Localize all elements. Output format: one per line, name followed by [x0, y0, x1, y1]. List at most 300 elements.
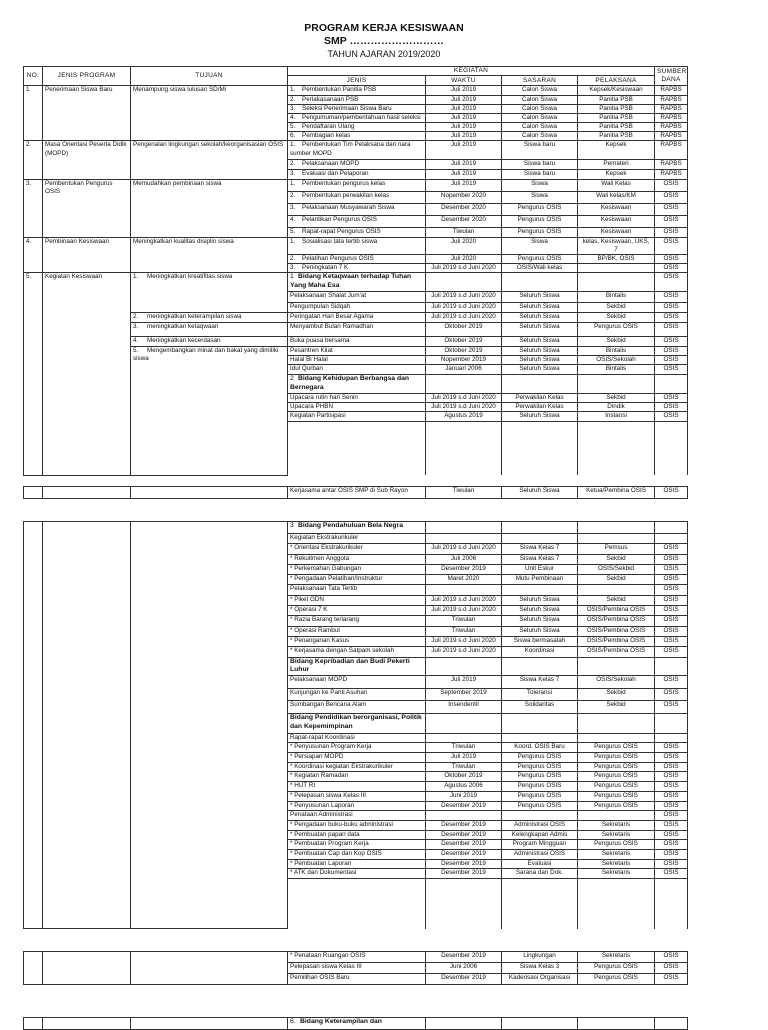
empty-cell [502, 522, 578, 534]
activity-number: 6. [290, 132, 296, 140]
activity-fund: OSIS [655, 312, 688, 322]
empty-cell [24, 487, 43, 499]
activity-executor: Sekretaris [578, 830, 655, 840]
activity-number: 5. [290, 227, 296, 235]
activity-fund [655, 534, 688, 544]
activity-time: Januari 2006 [426, 365, 502, 375]
activity-executor: Pengurus OSIS [578, 322, 655, 336]
activity-executor: kelas, Kesiswaan, UKS, 7 [578, 237, 655, 254]
activity-name [288, 291, 426, 302]
activity-name [288, 606, 426, 616]
section-heading [288, 375, 426, 394]
activity-executor: Sekbid [578, 336, 655, 346]
activity-time [426, 733, 502, 743]
activity-executor: OSIS/Sekbid [578, 564, 655, 574]
school-name: SMP ……………………… [324, 35, 444, 47]
section-heading [288, 273, 426, 292]
header-tujuan: TUJUAN [131, 67, 288, 86]
activity-time [426, 585, 502, 595]
activity-text: * Penyusunan Program Kerja [290, 743, 372, 751]
activity-executor: Kepsek [578, 169, 655, 179]
activity-fund: OSIS [655, 595, 688, 605]
activity-executor: Pengurus OSIS [578, 801, 655, 811]
activity-text: Pembagian kelas [302, 132, 351, 140]
activity-time: Juli 2019 [426, 123, 502, 132]
activity-time: Juli 2019 s.d Juni 2020 [426, 291, 502, 302]
activity-name [288, 86, 426, 95]
empty-cell [24, 522, 43, 929]
program-table-page-2 [23, 521, 688, 929]
activity-name [288, 585, 426, 595]
activity-target: Seluruh Siswa [502, 322, 578, 336]
activity-time: Desember 2019 [426, 974, 502, 985]
activity-name [288, 801, 426, 811]
activity-target: Seluruh Siswa [502, 365, 578, 375]
activity-name [288, 811, 426, 821]
table-row [24, 179, 688, 191]
empty-cell [502, 657, 578, 676]
row-number: 3. [24, 179, 43, 237]
activity-target: Seluruh Siswa [502, 336, 578, 346]
activity-name [288, 302, 426, 312]
activity-time: Juli 2019 s.d Juni 2020 [426, 595, 502, 605]
activity-name [288, 595, 426, 605]
activity-name [288, 346, 426, 355]
activity-fund: OSIS [655, 291, 688, 302]
activity-name [288, 676, 426, 689]
activity-fund: OSIS [655, 336, 688, 346]
activity-target: Seluruh Siswa [502, 616, 578, 626]
activity-time: Juli 2019 [426, 169, 502, 179]
program-goal-item [131, 273, 288, 313]
section-title: Bidang Pendahuluan Bela Negra [298, 522, 403, 529]
activity-target: Seluruh Siswa [502, 346, 578, 355]
empty-cell [43, 487, 131, 499]
activity-name [288, 113, 426, 122]
activity-name [288, 859, 426, 869]
program-goal: Memudahkan pembinaan siswa [131, 179, 288, 237]
activity-target: Siswa baru [502, 141, 578, 160]
activity-text: Pelaksanaan MOPD [290, 676, 348, 684]
activity-fund: OSIS [655, 564, 688, 574]
empty-cell [578, 879, 655, 929]
activity-number: 3. [290, 264, 296, 272]
header-kegiatan: KEGIATAN [288, 67, 655, 76]
activity-fund: OSIS [655, 859, 688, 869]
activity-name [288, 141, 426, 160]
program-table-page-1-end [23, 486, 688, 499]
activity-target: Pengurus OSIS [502, 254, 578, 263]
activity-time: Juli 2019 [426, 179, 502, 191]
header-pelaksana: PELAKSANA [578, 76, 655, 86]
activity-text: Pelaksanaan MOPD [302, 160, 360, 168]
activity-name [288, 830, 426, 840]
empty-cell [655, 879, 688, 929]
activity-time: Juli 2019 s.d Juni 2020 [426, 647, 502, 657]
empty-cell [426, 375, 502, 394]
activity-fund: RAPBS [655, 132, 688, 141]
activity-time: Desember 2019 [426, 840, 502, 850]
activity-target: Sarana dan Dok. [502, 869, 578, 879]
activity-number: 5. [290, 123, 296, 131]
section-heading [288, 657, 426, 676]
activity-executor: Sekretaris [578, 820, 655, 830]
activity-name [288, 782, 426, 792]
activity-fund: OSIS [655, 237, 688, 254]
activity-text: * Penataan Ruangan OSIS [290, 952, 366, 959]
activity-fund: OSIS [655, 264, 688, 273]
goal-text: meningkatkan keterampilan siswa [147, 312, 242, 320]
program-goal-item [131, 336, 288, 346]
activity-executor: Kepsek [578, 141, 655, 160]
activity-target: Mutu Pembinaan [502, 575, 578, 585]
activity-name [288, 564, 426, 574]
activity-time: Triwulan [426, 616, 502, 626]
empty-cell [131, 522, 288, 929]
activity-time: Desember 2020 [426, 215, 502, 227]
activity-time: Desember 2019 [426, 869, 502, 879]
activity-text: Kegiatan Ekstrakurikuler [290, 534, 359, 541]
activity-name [288, 254, 426, 263]
empty-cell [502, 273, 578, 292]
goal-number: 4. [133, 336, 139, 344]
activity-time: Maret 2020 [426, 575, 502, 585]
activity-fund: OSIS [655, 801, 688, 811]
empty-cell [578, 375, 655, 394]
section-title: Bidang Kepribadian dan Budi Pekerti Luhur [290, 657, 410, 674]
academic-year: TAHUN AJARAN 2019/2020 [327, 49, 441, 59]
activity-fund: RAPBS [655, 141, 688, 160]
activity-fund: RAPBS [655, 123, 688, 132]
activity-time: Juli 2019 s.d Juni 2020 [426, 302, 502, 312]
activity-number: 1. [290, 237, 296, 245]
activity-target: Pengurus OSIS [502, 801, 578, 811]
empty-cell [426, 522, 502, 534]
activity-fund [655, 375, 688, 394]
activity-text: Pembentukan pengurus kelas [302, 179, 386, 187]
activity-target: Siswa [502, 179, 578, 191]
activity-text: Halal Bi Halal [290, 356, 328, 364]
activity-text: Upacara rutin hari Senin [290, 393, 358, 401]
empty-cell [288, 879, 426, 929]
section-number: 6. [290, 1018, 296, 1025]
activity-fund: OSIS [655, 254, 688, 263]
activity-name [288, 412, 426, 421]
activity-executor: Bintalis [578, 365, 655, 375]
activity-executor: Sekbid [578, 701, 655, 714]
activity-executor: Pengurus OSIS [578, 840, 655, 850]
activity-executor: Sekretaris [578, 859, 655, 869]
activity-time: Agustus 2019 [426, 412, 502, 421]
activity-target: Kaderisasi Organisasi [502, 974, 578, 985]
activity-time: Juli 2019 s.d Juni 2020 [426, 403, 502, 412]
empty-cell [655, 522, 688, 534]
goal-text: Mengembangkan minat dan bakat yang dimiliki siswa [133, 346, 279, 363]
empty-cell [426, 657, 502, 676]
activity-name [288, 701, 426, 714]
activity-executor: Pengurus OSIS [578, 743, 655, 753]
program-name: Penerimaan Siswa Baru [43, 86, 131, 141]
activity-target: Kelengkapan Admis [502, 830, 578, 840]
activity-fund: RAPBS [655, 95, 688, 104]
activity-number: 2. [290, 191, 296, 199]
table-row [24, 237, 688, 254]
section-number: 2 [290, 375, 294, 383]
activity-fund: RAPBS [655, 86, 688, 95]
activity-name [288, 123, 426, 132]
activity-text: * Pembuatan Laporan [290, 859, 352, 867]
activity-name [288, 772, 426, 782]
activity-time: Juli 2019 [426, 141, 502, 160]
program-table-page-1 [23, 66, 688, 476]
activity-text: * ATK dan Dokumentasi [290, 869, 357, 877]
activity-target: Pengurus OSIS [502, 203, 578, 215]
activity-name [288, 104, 426, 113]
activity-time: Juli 2019 [426, 95, 502, 104]
activity-text: Idul Qurban [290, 365, 323, 373]
empty-cell [131, 487, 288, 499]
activity-name [288, 575, 426, 585]
activity-text: Kerjasama antar OSIS SMP di Sub Rayon [290, 487, 408, 494]
activity-name [288, 869, 426, 879]
activity-text: * Persiapan MOPD [290, 753, 344, 761]
activity-text: * Penanganan Kasus [290, 636, 350, 644]
activity-executor: OSIS/Sekolah [578, 676, 655, 689]
activity-number: 2. [290, 160, 296, 168]
activity-text: Pesantren Kilat [290, 346, 333, 354]
activity-name [288, 237, 426, 254]
activity-number: 3. [290, 169, 296, 177]
activity-executor: Pengurus OSIS [578, 782, 655, 792]
table-row [24, 952, 688, 963]
activity-name [288, 626, 426, 636]
activity-executor: Sekbid [578, 312, 655, 322]
activity-fund: OSIS [655, 830, 688, 840]
activity-text: * Pembuatan Program Kerja [290, 840, 369, 848]
activity-target: Calon Siswa [502, 132, 578, 141]
header-waktu: WAKTU [426, 76, 502, 86]
program-goal: Meningkatkan kualitas disiplin siswa [131, 237, 288, 273]
empty-cell [288, 421, 426, 475]
activity-target: Siswa Kelas 7 [502, 554, 578, 564]
activity-fund: OSIS [655, 412, 688, 421]
activity-time: Triwulan [426, 762, 502, 772]
row-number: 5. [24, 273, 43, 475]
empty-cell [24, 952, 43, 985]
activity-target: Program Mingguan [502, 840, 578, 850]
activity-text: Penataan Administrasi [290, 811, 353, 819]
empty-cell [43, 952, 131, 985]
activity-executor: Panitia PSB [578, 132, 655, 141]
activity-fund: OSIS [655, 302, 688, 312]
empty-cell [131, 952, 288, 985]
document-title: PROGRAM KERJA KESISWAAN [304, 22, 464, 34]
activity-text: * Pembuatan papan data [290, 830, 360, 838]
activity-executor: Sekbid [578, 688, 655, 701]
activity-target: Seluruh Siswa [502, 356, 578, 365]
activity-time: Tiwulan [426, 227, 502, 237]
activity-name [288, 849, 426, 859]
activity-executor: Sekbid [578, 554, 655, 564]
activity-fund: OSIS [655, 791, 688, 801]
activity-time: Juli 2019 [426, 676, 502, 689]
section-heading [288, 522, 426, 534]
activity-number: 3. [290, 104, 296, 112]
activity-name [288, 403, 426, 412]
activity-executor: OSIS/Pembina OSIS [578, 636, 655, 646]
empty-cell [502, 421, 578, 475]
activity-time: Oktober 2019 [426, 336, 502, 346]
activity-text: * Kegiatan Ramadan [290, 772, 349, 780]
activity-target: Siswa bermasalah [502, 636, 578, 646]
activity-executor: OSIS/Pembina OSIS [578, 616, 655, 626]
header-sasaran: SASARAN [502, 76, 578, 86]
activity-text: * Koordinasi kegiatan Ekstrakurikuler [290, 762, 393, 770]
activity-executor: Sekretaris [578, 952, 655, 963]
activity-fund: RAPBS [655, 169, 688, 179]
activity-text: * Rekuitmen Anggota [290, 554, 350, 562]
activity-fund: OSIS [655, 585, 688, 595]
activity-number: 2. [290, 254, 296, 262]
table-row [24, 141, 688, 160]
program-goal: Menampung siswa lulusan SD/Mi [131, 86, 288, 141]
activity-fund: OSIS [655, 575, 688, 585]
activity-text: Menyambut Bulan Ramadhan [290, 322, 374, 330]
activity-number: 1. [290, 141, 296, 149]
activity-target: Calon Siswa [502, 86, 578, 95]
activity-time: Nopember 2020 [426, 191, 502, 203]
header-sumber-dana: SUMBER DANA [655, 67, 688, 86]
activity-name [288, 544, 426, 554]
header-jenis-program: JENIS PROGRAM [43, 67, 131, 86]
activity-time: Agustus 2006 [426, 782, 502, 792]
program-name: Kegiatan Kesiswaan [43, 273, 131, 475]
activity-text: Pembentukan perwakilan kelas [302, 191, 390, 199]
activity-target: Lingkungan [502, 952, 578, 963]
activity-target: Seluruh Siswa [502, 312, 578, 322]
activity-executor [578, 264, 655, 273]
activity-text: * Razia Barang terlarang [290, 616, 359, 624]
activity-target: Pengurus OSIS [502, 762, 578, 772]
activity-text: * HUT RI [290, 782, 316, 790]
activity-time: Juli 2019 [426, 104, 502, 113]
activity-time: Juli 2006 [426, 554, 502, 564]
activity-time [426, 534, 502, 544]
activity-text: Buka puasa bersama [290, 336, 350, 344]
row-number: 4. [24, 237, 43, 273]
activity-target: Calon Siswa [502, 113, 578, 122]
activity-fund [655, 733, 688, 743]
activity-text: Pembentukan Tim Pelaksana dan nara sumber MOPD [290, 141, 411, 157]
activity-time: Oktober 2019 [426, 346, 502, 355]
goal-text: meningkatkan ketaqwaan [147, 322, 219, 330]
activity-text: * Perkemahan Gabungan [290, 564, 362, 572]
table-row [24, 522, 688, 534]
activity-target: Seluruh Siswa [502, 487, 578, 499]
program-name: Pembinaan Kesiswaan [43, 237, 131, 273]
activity-executor: Panitia PSB [578, 95, 655, 104]
empty-cell [655, 421, 688, 475]
activity-target: Siswa Kelas 7 [502, 544, 578, 554]
activity-name [288, 688, 426, 701]
activity-time: Desember 2019 [426, 820, 502, 830]
activity-target: Administrasi OSIS [502, 820, 578, 830]
table-row [24, 273, 688, 292]
activity-time: Desember 2019 [426, 830, 502, 840]
activity-target: Unit Eskur [502, 564, 578, 574]
empty-cell [43, 522, 131, 929]
activity-executor [578, 811, 655, 821]
activity-name [288, 393, 426, 402]
activity-text: * Pelepasan siswa Kelas III [290, 791, 366, 799]
activity-number: 2. [290, 95, 296, 103]
goal-number: 1. [133, 273, 139, 281]
activity-executor: Pengurus OSIS [578, 772, 655, 782]
activity-text: Pendaftaran Ulang [302, 123, 355, 131]
activity-target: Seluruh Siswa [502, 412, 578, 421]
activity-target: Seluruh Siswa [502, 302, 578, 312]
activity-target [502, 534, 578, 544]
activity-time: Desember 2019 [426, 801, 502, 811]
activity-name [288, 132, 426, 141]
activity-text: Pemilihan OSIS Baru [290, 974, 350, 981]
program-goal-item [131, 346, 288, 475]
activity-executor: Panitia PSB [578, 104, 655, 113]
empty-cell [578, 273, 655, 292]
activity-name [288, 820, 426, 830]
row-number: 1 [24, 86, 43, 141]
activity-fund: RAPBS [655, 160, 688, 169]
activity-text: Peningkatan 7 K [302, 264, 349, 272]
program-name: Pembentukan Pengurus OSIS [43, 179, 131, 237]
activity-executor: Kesiswaan [578, 203, 655, 215]
activity-time: Juli 2019 s.d Juni 2020 [426, 606, 502, 616]
activity-text: * Orientasi Ekstrakurikuler [290, 544, 363, 552]
activity-text: Pengumpulan Sidqah [290, 302, 351, 310]
activity-time: Oktober 2019 [426, 772, 502, 782]
activity-time: Juli 2019 s.d Juni 2020 [426, 264, 502, 273]
header-jenis: JENIS [288, 76, 426, 86]
activity-fund: OSIS [655, 403, 688, 412]
activity-fund: OSIS [655, 701, 688, 714]
activity-executor [578, 585, 655, 595]
activity-time: Juli 2020 [426, 237, 502, 254]
activity-executor: Kepsek/Kesiswaan [578, 86, 655, 95]
activity-executor: BP/BK, OSIS [578, 254, 655, 263]
activity-name [288, 840, 426, 850]
activity-fund: OSIS [655, 191, 688, 203]
section-title: Bidang Kehidupan Berbangsa dan Bernegara [290, 375, 410, 392]
empty-cell [502, 879, 578, 929]
activity-fund: OSIS [655, 952, 688, 963]
activity-text: * Piket GDN [290, 595, 324, 603]
goal-number: 3. [133, 322, 139, 330]
activity-executor: Ketua/Pembina OSIS [578, 487, 655, 499]
activity-name [288, 160, 426, 169]
table-row [24, 487, 688, 499]
activity-text: Seleksi Penerimaan Siswa Baru [302, 104, 392, 112]
activity-name [288, 762, 426, 772]
activity-fund: OSIS [655, 544, 688, 554]
activity-fund: OSIS [655, 636, 688, 646]
activity-name [288, 322, 426, 336]
section-heading [288, 713, 426, 733]
activity-target: Pengurus OSIS [502, 227, 578, 237]
program-goal-item [131, 312, 288, 322]
activity-executor: Sekbid [578, 575, 655, 585]
section-title: Bidang Ketaqwaan terhadap Tuhan Yang Maha Esa [290, 273, 412, 290]
activity-number: 3. [290, 203, 296, 211]
